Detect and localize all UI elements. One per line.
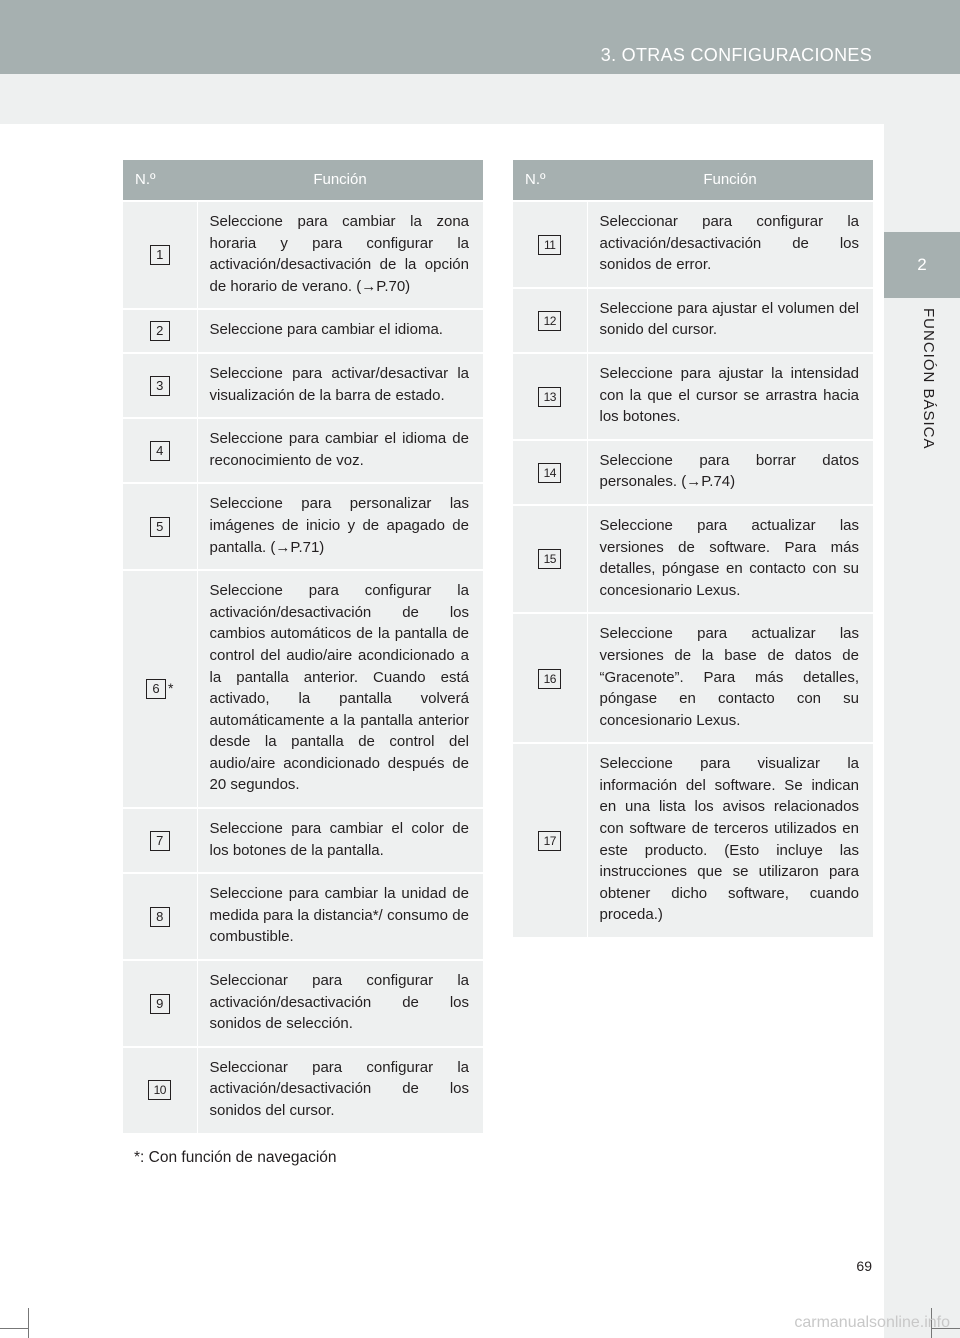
item-number-box: 2 (150, 321, 170, 341)
table-row (123, 873, 483, 960)
item-number-box: 11 (538, 235, 561, 255)
side-tab-background (884, 124, 960, 1338)
item-number-box: 1 (150, 245, 170, 265)
table-row (123, 353, 483, 418)
item-number-box: 8 (150, 907, 170, 927)
item-number-box: 3 (150, 376, 170, 396)
function-table-left (123, 160, 483, 1133)
table-row (513, 288, 873, 353)
item-number-box: 9 (150, 994, 170, 1014)
section-title: 3. OTRAS CONFIGURACIONES (600, 45, 872, 65)
item-number-cell (123, 483, 197, 570)
table-row (123, 309, 483, 353)
table-row (513, 613, 873, 743)
item-number-cell (123, 808, 197, 873)
table-row (123, 1047, 483, 1133)
footnote: *: Con función de navegación (134, 1149, 337, 1166)
navigation-asterisk: * (168, 680, 174, 697)
function-description: Seleccione para actualizar las versiones de la base de datos de “Gracenote”. Para más detalles, póngase en contacto con su concesionario Lexus. (587, 613, 873, 743)
page-number: 69 (856, 1258, 872, 1274)
table-row (513, 201, 873, 288)
function-description: Seleccione para actualizar las versiones de software. Para más detalles, póngase en contacto con su concesionario Lexus. (587, 505, 873, 613)
item-number-box: 4 (150, 441, 170, 461)
item-number-cell (123, 201, 197, 309)
table-row (513, 440, 873, 505)
item-number-cell (513, 743, 587, 937)
function-description: Seleccione para configurar la activación/desactivación de los cambios automáticos de la pantalla de control del audio/aire acondicionado a la pantalla anterior. Cuando está activado, la pantalla volverá automáticamente a la pantalla anterior desde la pantalla de control del audio/aire acondicionado después de 20 segundos. (197, 570, 483, 808)
chapter-number-tab: 2 (884, 232, 960, 298)
column-header-function: Función (587, 160, 873, 201)
table-row (123, 201, 483, 309)
item-number-box: 6 (146, 679, 166, 699)
item-number-cell (123, 960, 197, 1047)
crop-mark (28, 1308, 29, 1338)
table-row (513, 353, 873, 440)
table-row (123, 570, 483, 808)
table-row (123, 418, 483, 483)
function-description: Seleccione para borrar datos personales. (→P.74) (587, 440, 873, 505)
column-header-number: N.º (123, 160, 197, 201)
item-number-box: 17 (538, 831, 561, 851)
item-number-box: 7 (150, 831, 170, 851)
function-description: Seleccionar para configurar la activación/desactivación de los sonidos de selección. (197, 960, 483, 1047)
item-number-box: 14 (538, 463, 561, 483)
function-description: Seleccione para cambiar el idioma de reconocimiento de voz. (197, 418, 483, 483)
table-row (123, 960, 483, 1047)
table-row (123, 483, 483, 570)
item-number-box: 16 (538, 669, 561, 689)
item-number-box: 15 (538, 549, 561, 569)
watermark: carmanualsonline.info (794, 1314, 950, 1331)
function-description: Seleccionar para configurar la activación/desactivación de los sonidos del cursor. (197, 1047, 483, 1133)
item-number-cell (123, 309, 197, 353)
function-table-right (513, 160, 873, 937)
item-number-box: 12 (538, 311, 561, 331)
function-description: Seleccione para activar/desactivar la visualización de la barra de estado. (197, 353, 483, 418)
item-number-box: 5 (150, 517, 170, 537)
item-number-cell (513, 613, 587, 743)
table-row (123, 808, 483, 873)
item-number-cell (513, 288, 587, 353)
function-description: Seleccione para ajustar la intensidad con la que el cursor se arrastra hacia los botones. (587, 353, 873, 440)
item-number-cell (123, 353, 197, 418)
item-number-cell (513, 440, 587, 505)
item-number-cell (123, 873, 197, 960)
header-subband (0, 74, 960, 124)
chapter-label: FUNCIÓN BÁSICA (920, 308, 937, 450)
table-row (513, 743, 873, 937)
item-number-box: 13 (538, 387, 561, 407)
function-description: Seleccione para personalizar las imágenes de inicio y de apagado de pantalla. (→P.71) (197, 483, 483, 570)
item-number-cell (123, 570, 197, 808)
function-description: Seleccione para cambiar la unidad de medida para la distancia*/ consumo de combustible. (197, 873, 483, 960)
function-description: Seleccione para cambiar el color de los botones de la pantalla. (197, 808, 483, 873)
item-number-cell (513, 201, 587, 288)
column-header-function: Función (197, 160, 483, 201)
item-number-cell (123, 418, 197, 483)
item-number-cell (513, 505, 587, 613)
crop-mark (0, 1328, 28, 1329)
function-description: Seleccione para ajustar el volumen del sonido del cursor. (587, 288, 873, 353)
function-description: Seleccionar para configurar la activación/desactivación de los sonidos de error. (587, 201, 873, 288)
function-description: Seleccione para visualizar la información del software. Se indican en una lista los avisos relacionados con software de terceros utilizados en este producto. (Esto incluye las instrucciones que se utilizaron para obtener dicho software, cuando proceda.) (587, 743, 873, 937)
item-number-cell (123, 1047, 197, 1133)
function-description: Seleccione para cambiar el idioma. (197, 309, 483, 353)
item-number-box: 10 (148, 1080, 171, 1100)
column-header-number: N.º (513, 160, 587, 201)
table-row (513, 505, 873, 613)
function-description: Seleccione para cambiar la zona horaria y para configurar la activación/desactivación de la opción de horario de verano. (→P.70) (197, 201, 483, 309)
item-number-cell (513, 353, 587, 440)
